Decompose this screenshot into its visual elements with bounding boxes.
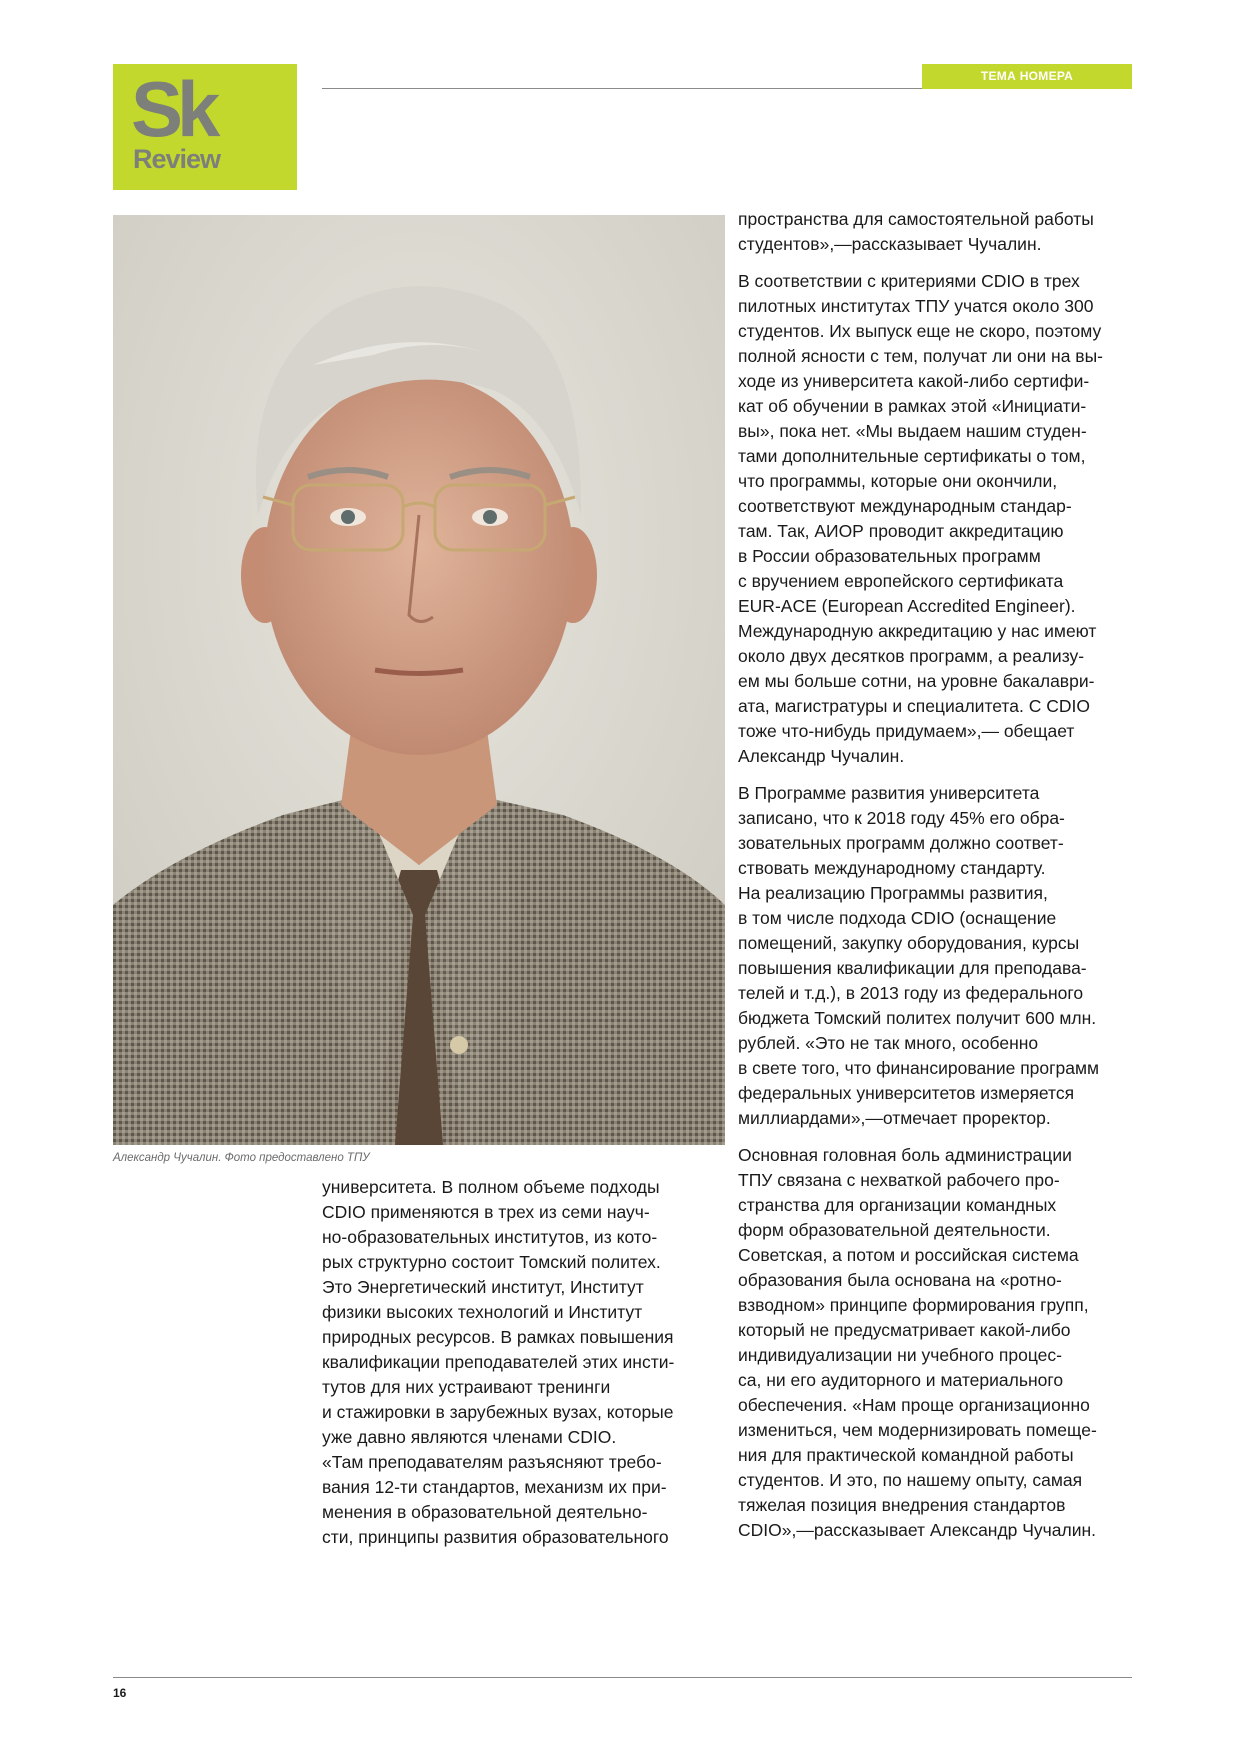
text-line: обеспечения. «Нам проще организационно xyxy=(738,1395,1090,1415)
paragraph xyxy=(738,269,1133,769)
text-line: форм образовательной деятельности. xyxy=(738,1220,1051,1240)
text-line: Александр Чучалин. xyxy=(738,746,905,766)
text-line: записано, что к 2018 году 45% его обра- xyxy=(738,808,1065,828)
text-line: Советская, а потом и российская система xyxy=(738,1245,1079,1265)
text-line: около двух десятков программ, а реализу- xyxy=(738,646,1085,666)
logo-mark: Sk xyxy=(131,65,215,153)
text-line: физики высоких технологий и Институт xyxy=(322,1302,643,1322)
text-line: пространства для самостоятельной работы xyxy=(738,209,1094,229)
text-line: странства для организации командных xyxy=(738,1195,1057,1215)
text-line: индивидуализации ни учебного процес- xyxy=(738,1345,1062,1365)
footer-rule xyxy=(113,1677,1132,1678)
text-line: ата, магистратуры и специалитета. С CDIO xyxy=(738,696,1090,716)
portrait-photo xyxy=(113,215,725,1145)
text-line: университета. В полном объеме подходы xyxy=(322,1177,660,1197)
text-line: са, ни его аудиторного и материального xyxy=(738,1370,1064,1390)
text-line: и стажировки в зарубежных вузах, которые xyxy=(322,1402,674,1422)
text-line: На реализацию Программы развития, xyxy=(738,883,1048,903)
text-line: что программы, которые они окончили, xyxy=(738,471,1058,491)
text-line: CDIO»,—рассказывает Александр Чучалин. xyxy=(738,1520,1097,1540)
text-line: тяжелая позиция внедрения стандартов xyxy=(738,1495,1066,1515)
text-line: миллиардами»,—отмечает проректор. xyxy=(738,1108,1051,1128)
text-line: федеральных университетов измеряется xyxy=(738,1083,1075,1103)
text-line: тами дополнительные сертификаты о том, xyxy=(738,446,1086,466)
text-line: образования была основана на «ротно- xyxy=(738,1270,1062,1290)
paragraph xyxy=(738,781,1133,1131)
text-line: взводном» принципе формирования групп, xyxy=(738,1295,1089,1315)
text-line: «Там преподавателям разъясняют требо- xyxy=(322,1452,662,1472)
text-line: в России образовательных программ xyxy=(738,546,1041,566)
text-line: студентов. Их выпуск еще не скоро, поэтому xyxy=(738,321,1102,341)
text-line: там. Так, АИОР проводит аккредитацию xyxy=(738,521,1064,541)
text-line: зовательных программ должно соответ- xyxy=(738,833,1064,853)
text-line: но-образовательных институтов, из кото- xyxy=(322,1227,658,1247)
text-line: Это Энергетический институт, Институт xyxy=(322,1277,644,1297)
text-line: студентов»,—рассказывает Чучалин. xyxy=(738,234,1042,254)
text-line: Международную аккредитацию у нас имеют xyxy=(738,621,1097,641)
text-line: В соответствии с критериями CDIO в трех xyxy=(738,271,1080,291)
text-line: уже давно являются членами CDIO. xyxy=(322,1427,617,1447)
text-line: ТПУ связана с нехваткой рабочего про- xyxy=(738,1170,1060,1190)
right-text-column xyxy=(738,207,1133,1555)
left-text-column xyxy=(322,1175,722,1562)
text-line: природных ресурсов. В рамках повышения xyxy=(322,1327,674,1347)
portrait-illustration xyxy=(113,215,725,1145)
text-line: который не предусматривает какой-либо xyxy=(738,1320,1071,1340)
text-line: бюджета Томский политех получит 600 млн. xyxy=(738,1008,1097,1028)
text-line: EUR-ACE (European Accredited Engineer). xyxy=(738,596,1076,616)
text-line: ния для практической командной работы xyxy=(738,1445,1074,1465)
sk-review-logo xyxy=(113,64,297,190)
text-line: студентов. И это, по нашему опыту, самая xyxy=(738,1470,1083,1490)
text-line: CDIO применяются в трех из семи науч- xyxy=(322,1202,650,1222)
text-line: полной ясности с тем, получат ли они на вы- xyxy=(738,346,1103,366)
text-line: соответствуют международным стандар- xyxy=(738,496,1072,516)
text-line: рублей. «Это не так много, особенно xyxy=(738,1033,1039,1053)
paragraph xyxy=(738,1143,1133,1543)
paragraph xyxy=(738,207,1133,257)
text-line: сти, принципы развития образовательного xyxy=(322,1527,669,1547)
page-number: 16 xyxy=(113,1686,127,1700)
text-line: вы», пока нет. «Мы выдаем нашим студен- xyxy=(738,421,1087,441)
text-line: В Программе развития университета xyxy=(738,783,1040,803)
text-line: ем мы больше сотни, на уровне бакалаври- xyxy=(738,671,1095,691)
text-line: тоже что-нибудь придумаем»,— обещает xyxy=(738,721,1075,741)
text-line: ствовать международному стандарту. xyxy=(738,858,1046,878)
photo-caption: Александр Чучалин. Фото предоставлено ТПУ xyxy=(113,1152,370,1164)
text-line: Основная головная боль администрации xyxy=(738,1145,1072,1165)
text-line: в свете того, что финансирование программ xyxy=(738,1058,1100,1078)
text-line: тутов для них устраивают тренинги xyxy=(322,1377,611,1397)
text-line: пилотных институтах ТПУ учатся около 300 xyxy=(738,296,1094,316)
text-line: рых структурно состоит Томский политех. xyxy=(322,1252,661,1272)
text-line: измениться, чем модернизировать помеще- xyxy=(738,1420,1097,1440)
text-line: телей и т.д.), в 2013 году из федерального xyxy=(738,983,1084,1003)
text-line: квалификации преподавателей этих инсти- xyxy=(322,1352,675,1372)
text-line: ходе из университета какой-либо сертифи- xyxy=(738,371,1090,391)
logo-subtitle: Review xyxy=(133,144,221,174)
text-line: повышения квалификации для преподава- xyxy=(738,958,1087,978)
text-line: с вручением европейского сертификата xyxy=(738,571,1064,591)
text-line: вания 12-ти стандартов, механизм их при- xyxy=(322,1477,667,1497)
paragraph xyxy=(322,1175,722,1550)
text-line: кат об обучении в рамках этой «Инициати- xyxy=(738,396,1087,416)
text-line: менения в образовательной деятельно- xyxy=(322,1502,648,1522)
text-line: в том числе подхода CDIO (оснащение xyxy=(738,908,1057,928)
section-tag: ТЕМА НОМЕРА xyxy=(922,64,1132,89)
text-line: помещений, закупку оборудования, курсы xyxy=(738,933,1080,953)
